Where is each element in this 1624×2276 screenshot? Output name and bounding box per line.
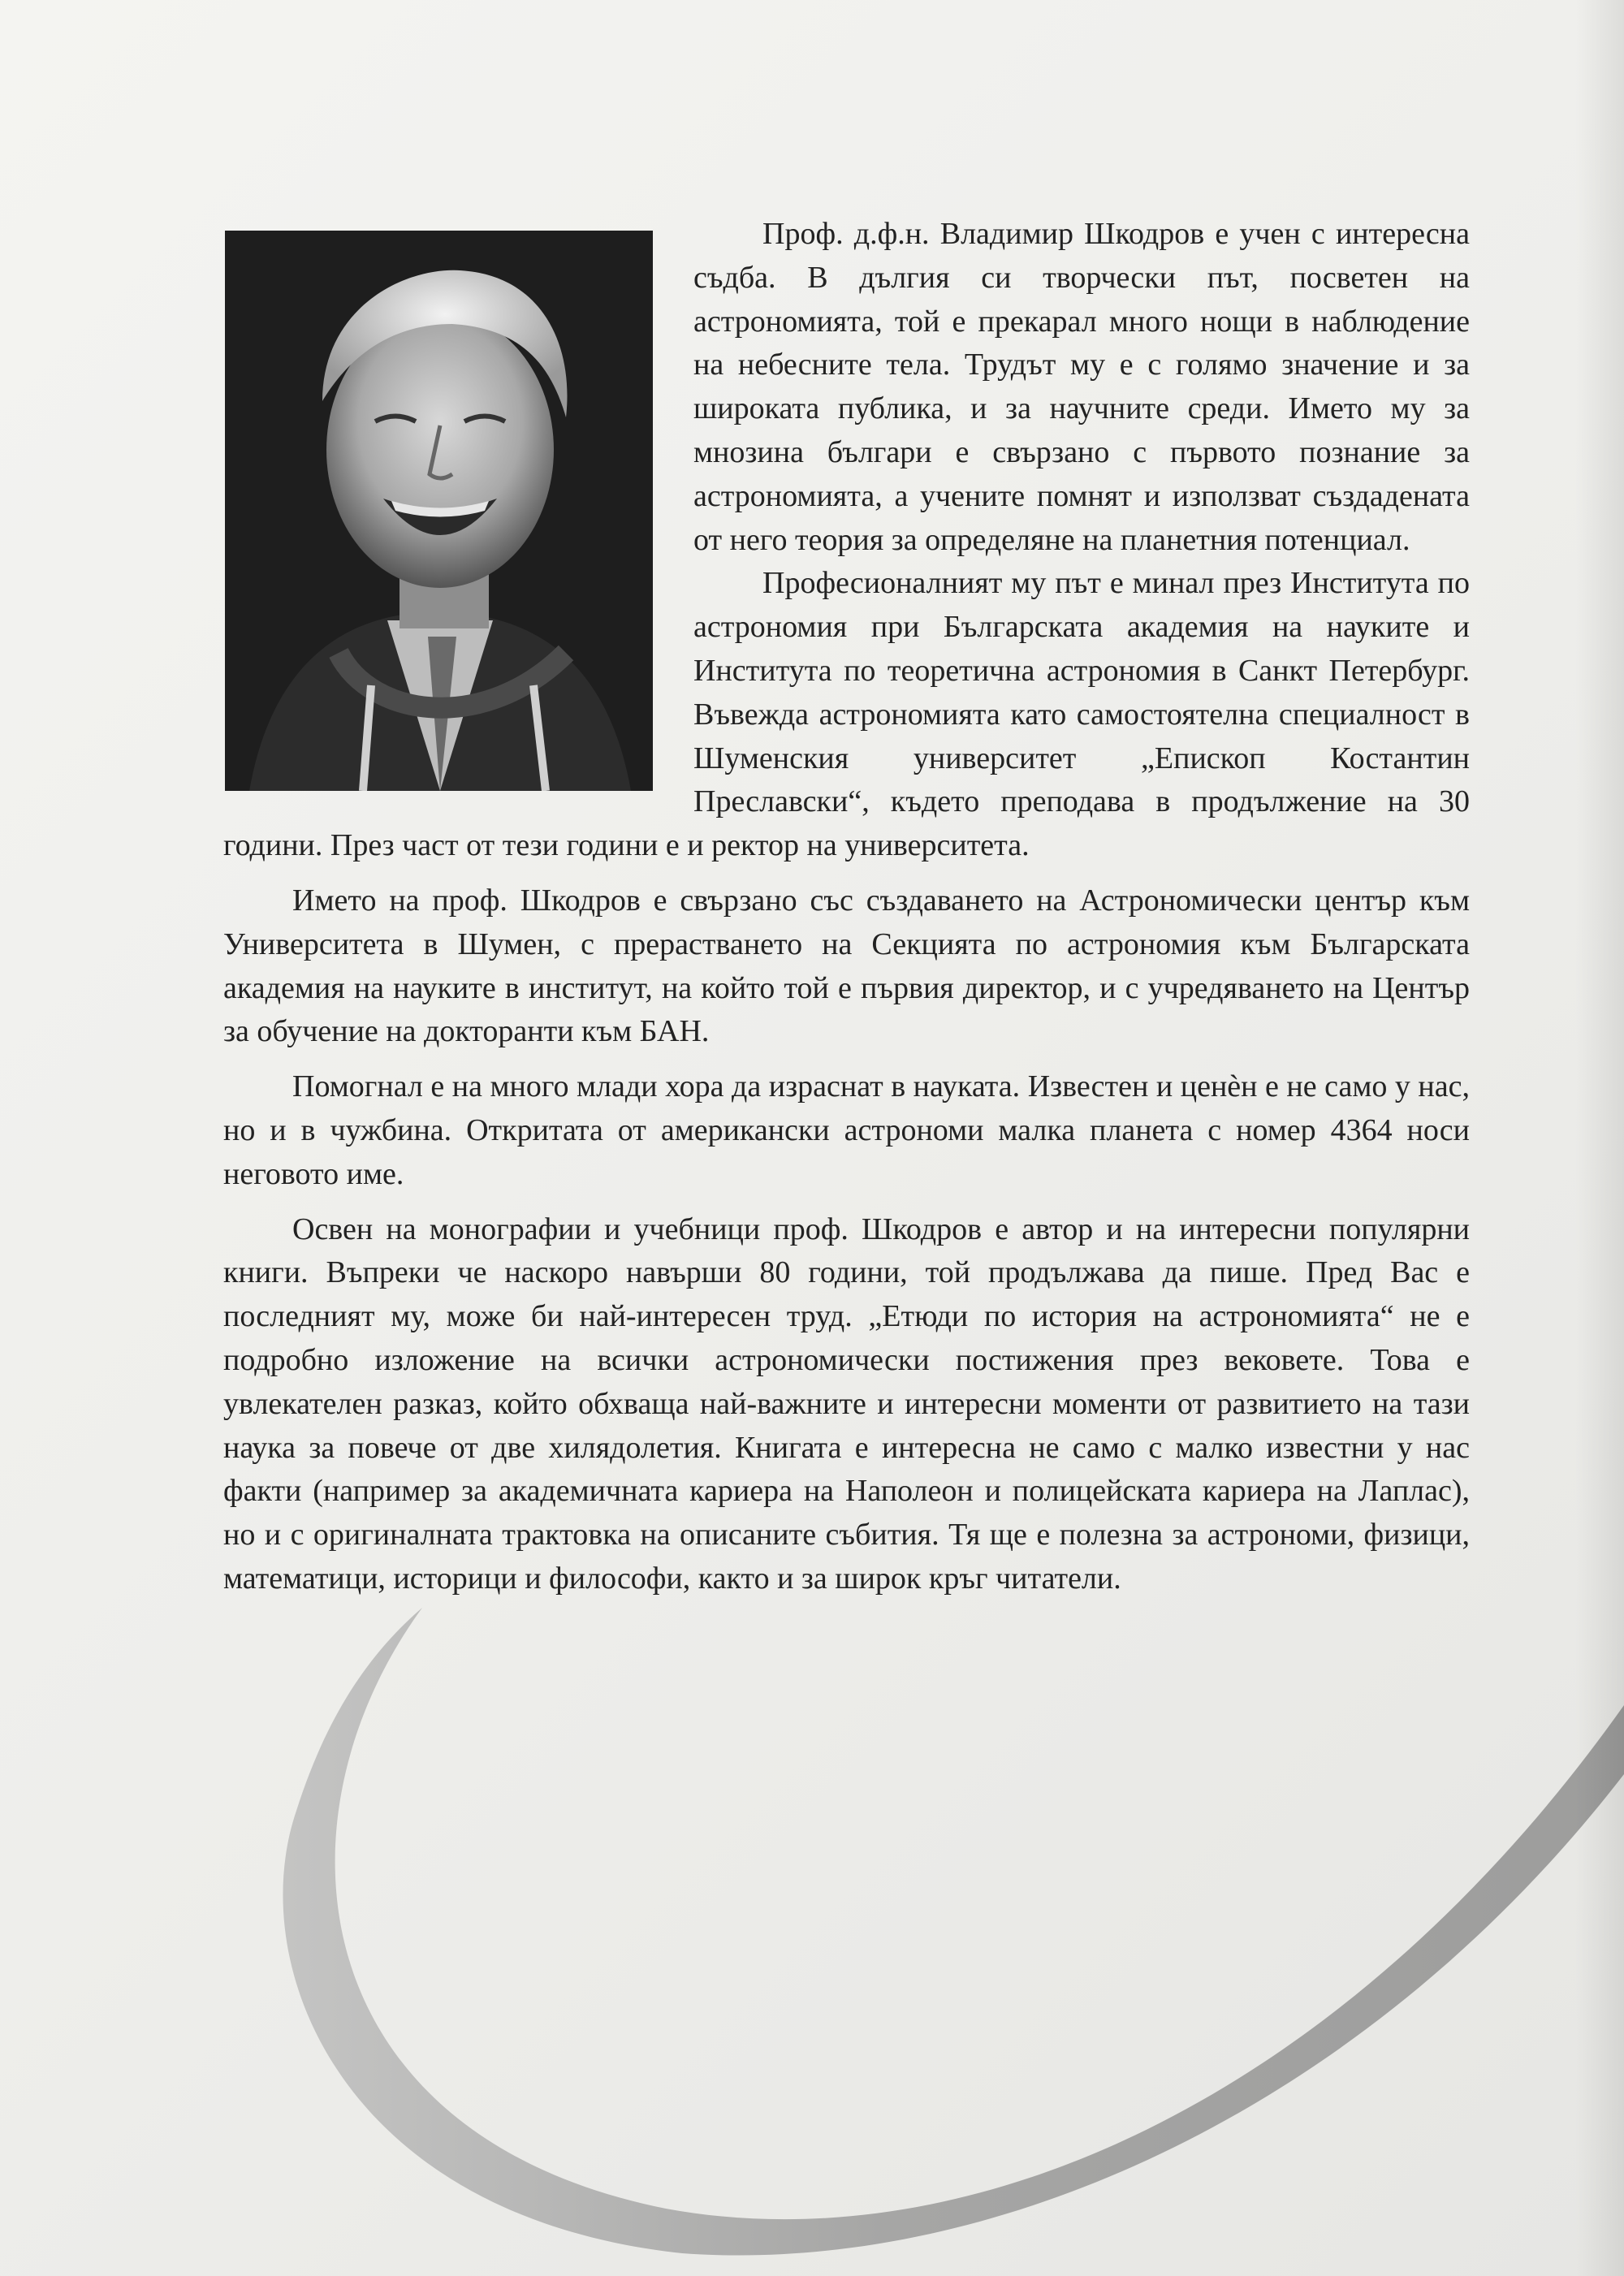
portrait-photo-icon	[225, 231, 653, 791]
biography-text	[223, 213, 1470, 1613]
paragraph-1: Проф. д.ф.н. Владимир Шкодров е учен с интересна съдба. В дългия си творчески път, посветен на астрономията, той е прекарал много нощи в наблюдение на небесните тела. Трудът му е с голямо значение и за широката публика, и за научните среди. Името му за мнозина българи е свързано с първото познание за астрономията, а учените помнят и използват създадената от него теория за определяне на планетния потенциал.	[693, 217, 1470, 557]
paragraph-5: Освен на монографии и учебници проф. Шкодров е автор и на интересни популярни книги. Въпреки че наскоро навърши 80 години, той продължава да пише. Пред Вас е последният му, може би най-интересен труд. „Етюди по история на астрономията“ не е подробно изложение на всички астрономически постижения през вековете. Това е увлекателен разказ, който обхваща най-важните и интересни моменти от развитието на тази наука за повече от две хилядолетия. Книгата е интересна не само с малко известни у нас факти (например за академичната кариера на Наполеон и полицейската кариера на Лаплас), но и с оригиналната трактовка на описаните събития. Тя ще е полезна за астрономи, физици, математици, историци и философи, както и за широк кръг читатели.	[223, 1211, 1470, 1596]
author-portrait	[225, 231, 653, 791]
swoosh-shape	[283, 1608, 1624, 2256]
page-edge-shadow	[1575, 0, 1624, 2276]
paragraph-4: Помогнал е на много млади хора да израснат в науката. Известен и ценѐн е не само у нас, но и в чужбина. Откритата от американски астрономи малка планета с номер 4364 носи неговото име.	[223, 1069, 1470, 1191]
paragraph-2: Професионалният му път е минал през Института по астрономия при Българската академия на науките и Института по теоретична астрономия в Санкт Петербург. Въвежда астрономията като самостоятелна специалност в Шуменския университет „Епископ Костантин Преславски“, където преподава в продължение на 30 години. През част от тези години е и ректор на университета.	[223, 566, 1470, 863]
paragraph-3: Името на проф. Шкодров е свързано със създаването на Астрономически център към Университета в Шумен, с прерастването на Секцията по астрономия към Българската академия на науките в институт, на който той е първия директор, и с учредяването на Център за обучение на докторанти към БАН.	[223, 883, 1470, 1049]
